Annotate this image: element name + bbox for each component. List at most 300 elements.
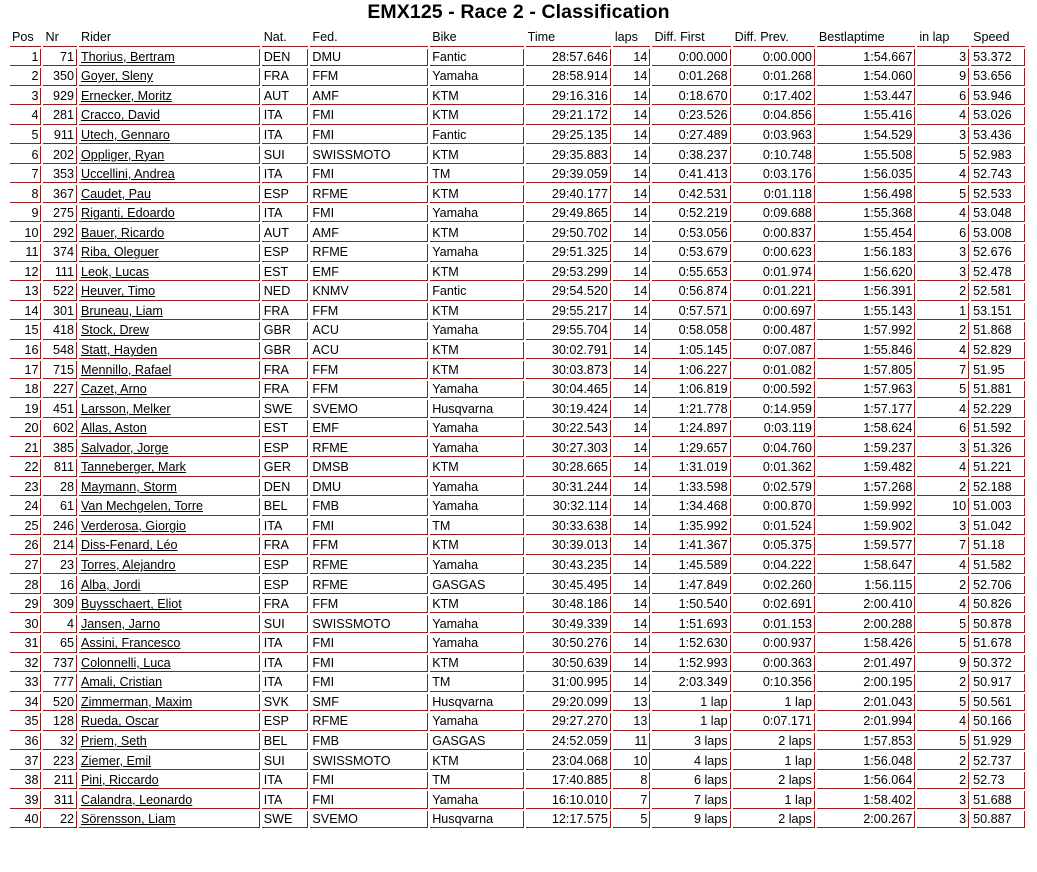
cell-nr: 811 xyxy=(43,459,77,477)
cell-fed: FMI xyxy=(310,205,428,223)
rider-link[interactable]: Amali, Cristian xyxy=(80,675,163,690)
rider-link[interactable]: Ernecker, Moritz xyxy=(80,88,172,103)
cell-in-lap: 5 xyxy=(917,381,969,399)
cell-nat: BEL xyxy=(262,498,309,516)
cell-diff-first: 0:53.679 xyxy=(652,244,730,262)
cell-rider xyxy=(79,752,260,770)
cell-rider xyxy=(79,811,260,829)
cell-time: 30:33.638 xyxy=(526,518,611,536)
cell-speed: 51.678 xyxy=(971,635,1025,653)
rider-link[interactable]: Colonnelli, Luca xyxy=(80,655,171,670)
cell-fed: FMI xyxy=(310,635,428,653)
cell-time: 30:22.543 xyxy=(526,420,611,438)
cell-in-lap: 2 xyxy=(917,674,969,692)
cell-rider xyxy=(79,244,260,262)
cell-bestlaptime: 1:55.454 xyxy=(817,224,915,242)
cell-bike: GASGAS xyxy=(430,576,523,594)
cell-time: 29:35.883 xyxy=(526,146,611,164)
rider-link[interactable]: Riganti, Edoardo xyxy=(80,206,175,221)
cell-nat: EST xyxy=(262,420,309,438)
cell-fed: SWISSMOTO xyxy=(310,146,428,164)
cell-laps: 14 xyxy=(613,674,651,692)
cell-diff-prev: 0:00.363 xyxy=(733,655,815,673)
table-row xyxy=(10,439,1025,457)
cell-in-lap: 5 xyxy=(917,146,969,164)
cell-diff-first: 0:00.000 xyxy=(652,49,730,67)
cell-bestlaptime: 2:00.288 xyxy=(817,615,915,633)
cell-diff-first: 3 laps xyxy=(652,733,730,751)
cell-fed: FMI xyxy=(310,772,428,790)
cell-pos: 8 xyxy=(10,185,41,203)
cell-bestlaptime: 1:59.992 xyxy=(817,498,915,516)
cell-bike: Yamaha xyxy=(430,68,523,86)
cell-nat: ESP xyxy=(262,439,309,457)
rider-link[interactable]: Thorius, Bertram xyxy=(80,49,175,64)
cell-nat: DEN xyxy=(262,479,309,497)
cell-in-lap: 9 xyxy=(917,68,969,86)
rider-link[interactable]: Ziemer, Emil xyxy=(80,753,151,768)
cell-bestlaptime: 1:59.237 xyxy=(817,439,915,457)
cell-fed: ACU xyxy=(310,342,428,360)
cell-in-lap: 4 xyxy=(917,596,969,614)
cell-in-lap: 5 xyxy=(917,694,969,712)
rider-link[interactable]: Priem, Seth xyxy=(80,733,147,748)
cell-bestlaptime: 1:57.177 xyxy=(817,400,915,418)
cell-nat: FRA xyxy=(262,68,309,86)
table-row xyxy=(10,88,1025,106)
cell-bike: Yamaha xyxy=(430,205,523,223)
cell-bike: KTM xyxy=(430,342,523,360)
cell-diff-prev: 0:03.119 xyxy=(733,420,815,438)
cell-in-lap: 3 xyxy=(917,264,969,282)
cell-bike: Yamaha xyxy=(430,439,523,457)
header-diff-prev: Diff. Prev. xyxy=(733,29,815,47)
cell-fed: FMI xyxy=(310,107,428,125)
cell-rider xyxy=(79,557,260,575)
cell-pos: 5 xyxy=(10,127,41,145)
table-row xyxy=(10,615,1025,633)
cell-diff-first: 0:42.531 xyxy=(652,185,730,203)
cell-time: 30:28.665 xyxy=(526,459,611,477)
cell-diff-prev: 0:10.748 xyxy=(733,146,815,164)
table-row xyxy=(10,49,1025,67)
cell-speed: 53.946 xyxy=(971,88,1025,106)
cell-nr: 32 xyxy=(43,733,77,751)
cell-time: 31:00.995 xyxy=(526,674,611,692)
cell-nat: ITA xyxy=(262,166,309,184)
cell-diff-first: 1:06.227 xyxy=(652,361,730,379)
table-row xyxy=(10,674,1025,692)
rider-link[interactable]: Rueda, Oscar xyxy=(80,714,159,729)
cell-time: 29:54.520 xyxy=(526,283,611,301)
cell-speed: 51.881 xyxy=(971,381,1025,399)
cell-laps: 7 xyxy=(613,791,651,809)
cell-pos: 37 xyxy=(10,752,41,770)
rider-link[interactable]: Diss-Fenard, Léo xyxy=(80,538,178,553)
cell-diff-prev: 0:01.153 xyxy=(733,615,815,633)
cell-pos: 13 xyxy=(10,283,41,301)
cell-bestlaptime: 1:58.647 xyxy=(817,557,915,575)
cell-in-lap: 4 xyxy=(917,342,969,360)
cell-pos: 15 xyxy=(10,322,41,340)
cell-fed: RFME xyxy=(310,576,428,594)
cell-diff-prev: 0:04.222 xyxy=(733,557,815,575)
cell-bike: GASGAS xyxy=(430,733,523,751)
cell-pos: 31 xyxy=(10,635,41,653)
table-row xyxy=(10,283,1025,301)
cell-diff-first: 0:23.526 xyxy=(652,107,730,125)
cell-diff-first: 1:06.819 xyxy=(652,381,730,399)
cell-nat: SVK xyxy=(262,694,309,712)
cell-nr: 451 xyxy=(43,400,77,418)
cell-diff-prev: 0:00.000 xyxy=(733,49,815,67)
cell-diff-prev: 0:01.082 xyxy=(733,361,815,379)
cell-rider xyxy=(79,655,260,673)
cell-speed: 50.561 xyxy=(971,694,1025,712)
cell-pos: 33 xyxy=(10,674,41,692)
cell-fed: DMU xyxy=(310,479,428,497)
rider-link[interactable]: Mennillo, Rafael xyxy=(80,362,172,377)
cell-diff-prev: 0:00.697 xyxy=(733,303,815,321)
rider-link[interactable]: Sörensson, Liam xyxy=(80,812,176,827)
table-row xyxy=(10,576,1025,594)
cell-diff-prev: 0:00.870 xyxy=(733,498,815,516)
cell-speed: 50.878 xyxy=(971,615,1025,633)
cell-speed: 51.95 xyxy=(971,361,1025,379)
cell-nr: 367 xyxy=(43,185,77,203)
cell-in-lap: 2 xyxy=(917,479,969,497)
cell-nr: 246 xyxy=(43,518,77,536)
header-rider: Rider xyxy=(79,29,260,47)
cell-speed: 51.582 xyxy=(971,557,1025,575)
cell-in-lap: 1 xyxy=(917,303,969,321)
cell-fed: FMI xyxy=(310,791,428,809)
cell-in-lap: 3 xyxy=(917,127,969,145)
cell-fed: FFM xyxy=(310,68,428,86)
cell-time: 30:32.114 xyxy=(526,498,611,516)
table-row xyxy=(10,420,1025,438)
cell-diff-first: 1:21.778 xyxy=(652,400,730,418)
rider-link[interactable]: Uccellini, Andrea xyxy=(80,167,175,182)
cell-laps: 14 xyxy=(613,596,651,614)
cell-diff-first: 1:33.598 xyxy=(652,479,730,497)
cell-rider xyxy=(79,439,260,457)
rider-link[interactable]: Bruneau, Liam xyxy=(80,303,163,318)
cell-bestlaptime: 1:57.992 xyxy=(817,322,915,340)
cell-nr: 22 xyxy=(43,811,77,829)
cell-bestlaptime: 1:56.391 xyxy=(817,283,915,301)
cell-bike: TM xyxy=(430,166,523,184)
cell-pos: 19 xyxy=(10,400,41,418)
cell-diff-prev: 0:04.760 xyxy=(733,439,815,457)
cell-speed: 51.003 xyxy=(971,498,1025,516)
cell-nr: 715 xyxy=(43,361,77,379)
cell-in-lap: 7 xyxy=(917,537,969,555)
cell-laps: 14 xyxy=(613,576,651,594)
cell-laps: 14 xyxy=(613,537,651,555)
cell-fed: FFM xyxy=(310,381,428,399)
cell-nr: 4 xyxy=(43,615,77,633)
table-row xyxy=(10,518,1025,536)
cell-nr: 301 xyxy=(43,303,77,321)
cell-bestlaptime: 1:56.048 xyxy=(817,752,915,770)
rider-link[interactable]: Calandra, Leonardo xyxy=(80,792,193,807)
cell-diff-prev: 0:01.524 xyxy=(733,518,815,536)
cell-rider xyxy=(79,733,260,751)
cell-rider xyxy=(79,713,260,731)
rider-link[interactable]: Bauer, Ricardo xyxy=(80,225,165,240)
rider-link[interactable]: Salvador, Jorge xyxy=(80,440,169,455)
cell-fed: EMF xyxy=(310,420,428,438)
rider-link[interactable]: Allas, Aston xyxy=(80,421,147,436)
cell-nat: DEN xyxy=(262,49,309,67)
cell-rider xyxy=(79,420,260,438)
cell-pos: 29 xyxy=(10,596,41,614)
cell-laps: 14 xyxy=(613,205,651,223)
cell-bestlaptime: 1:56.498 xyxy=(817,185,915,203)
rider-link[interactable]: Larsson, Melker xyxy=(80,401,171,416)
header-nr: Nr xyxy=(43,29,77,47)
table-row xyxy=(10,733,1025,751)
cell-pos: 26 xyxy=(10,537,41,555)
cell-bike: Yamaha xyxy=(430,498,523,516)
cell-pos: 38 xyxy=(10,772,41,790)
cell-diff-prev: 0:10.356 xyxy=(733,674,815,692)
cell-diff-prev: 0:07.171 xyxy=(733,713,815,731)
rider-link[interactable]: Cazet, Arno xyxy=(80,382,147,397)
cell-laps: 14 xyxy=(613,655,651,673)
cell-bike: KTM xyxy=(430,88,523,106)
rider-link[interactable]: Riba, Oleguer xyxy=(80,245,159,260)
cell-fed: DMSB xyxy=(310,459,428,477)
cell-bestlaptime: 1:55.143 xyxy=(817,303,915,321)
cell-diff-prev: 2 laps xyxy=(733,733,815,751)
cell-rider xyxy=(79,518,260,536)
rider-link[interactable]: Oppliger, Ryan xyxy=(80,147,165,162)
cell-rider xyxy=(79,459,260,477)
cell-speed: 50.917 xyxy=(971,674,1025,692)
cell-bike: KTM xyxy=(430,224,523,242)
cell-laps: 14 xyxy=(613,557,651,575)
rider-link[interactable]: Utech, Gennaro xyxy=(80,128,170,142)
cell-bestlaptime: 1:56.115 xyxy=(817,576,915,594)
cell-bestlaptime: 1:56.035 xyxy=(817,166,915,184)
cell-pos: 16 xyxy=(10,342,41,360)
cell-laps: 14 xyxy=(613,107,651,125)
cell-bestlaptime: 1:59.902 xyxy=(817,518,915,536)
rider-link[interactable]: Caudet, Pau xyxy=(80,186,151,201)
cell-laps: 14 xyxy=(613,420,651,438)
cell-in-lap: 9 xyxy=(917,655,969,673)
cell-rider xyxy=(79,146,260,164)
rider-link[interactable]: Goyer, Sleny xyxy=(80,69,154,84)
cell-pos: 35 xyxy=(10,713,41,731)
cell-nr: 292 xyxy=(43,224,77,242)
cell-speed: 50.166 xyxy=(971,713,1025,731)
rider-link[interactable]: Van Mechgelen, Torre xyxy=(80,499,204,514)
cell-fed: FMI xyxy=(310,166,428,184)
cell-diff-prev: 0:02.691 xyxy=(733,596,815,614)
rider-link[interactable]: Alba, Jordi xyxy=(80,577,141,592)
table-row xyxy=(10,791,1025,809)
cell-laps: 13 xyxy=(613,694,651,712)
cell-nat: GBR xyxy=(262,322,309,340)
rider-link[interactable]: Verderosa, Giorgio xyxy=(80,518,186,533)
cell-time: 24:52.059 xyxy=(526,733,611,751)
cell-nat: ITA xyxy=(262,674,309,692)
cell-nr: 202 xyxy=(43,146,77,164)
cell-time: 29:51.325 xyxy=(526,244,611,262)
rider-link[interactable]: Cracco, David xyxy=(80,108,161,123)
cell-speed: 53.008 xyxy=(971,224,1025,242)
rider-link[interactable]: Buysschaert, Eliot xyxy=(80,597,182,612)
cell-speed: 50.826 xyxy=(971,596,1025,614)
cell-laps: 14 xyxy=(613,166,651,184)
cell-rider xyxy=(79,596,260,614)
cell-in-lap: 6 xyxy=(917,420,969,438)
cell-nat: FRA xyxy=(262,596,309,614)
cell-diff-first: 1:29.657 xyxy=(652,439,730,457)
cell-bike: TM xyxy=(430,674,523,692)
cell-nr: 350 xyxy=(43,68,77,86)
cell-diff-first: 1:52.993 xyxy=(652,655,730,673)
cell-bike: Yamaha xyxy=(430,420,523,438)
cell-diff-prev: 0:03.963 xyxy=(733,127,815,145)
cell-speed: 52.188 xyxy=(971,479,1025,497)
cell-bestlaptime: 1:59.482 xyxy=(817,459,915,477)
cell-pos: 40 xyxy=(10,811,41,829)
cell-speed: 51.042 xyxy=(971,518,1025,536)
cell-diff-first: 0:57.571 xyxy=(652,303,730,321)
cell-laps: 11 xyxy=(613,733,651,751)
rider-link[interactable]: Zimmerman, Maxim xyxy=(80,694,193,709)
cell-fed: EMF xyxy=(310,264,428,282)
rider-link[interactable]: Jansen, Jarno xyxy=(80,616,161,631)
cell-diff-first: 1:24.897 xyxy=(652,420,730,438)
cell-diff-first: 0:53.056 xyxy=(652,224,730,242)
cell-nat: ESP xyxy=(262,576,309,594)
table-row xyxy=(10,361,1025,379)
cell-speed: 52.229 xyxy=(971,400,1025,418)
cell-in-lap: 10 xyxy=(917,498,969,516)
cell-bike: Yamaha xyxy=(430,791,523,809)
cell-nr: 65 xyxy=(43,635,77,653)
cell-time: 29:40.177 xyxy=(526,185,611,203)
cell-pos: 22 xyxy=(10,459,41,477)
cell-laps: 14 xyxy=(613,459,651,477)
cell-diff-first: 0:18.670 xyxy=(652,88,730,106)
cell-laps: 14 xyxy=(613,498,651,516)
cell-diff-first: 1:50.540 xyxy=(652,596,730,614)
cell-speed: 53.048 xyxy=(971,205,1025,223)
rider-link[interactable]: Pini, Riccardo xyxy=(80,773,159,788)
rider-link[interactable]: Heuver, Timo xyxy=(80,284,156,299)
cell-nr: 211 xyxy=(43,772,77,790)
cell-rider xyxy=(79,772,260,790)
cell-fed: AMF xyxy=(310,88,428,106)
cell-bike: Yamaha xyxy=(430,635,523,653)
cell-bike: Yamaha xyxy=(430,322,523,340)
cell-in-lap: 3 xyxy=(917,49,969,67)
classification-rows xyxy=(10,49,1025,829)
cell-laps: 14 xyxy=(613,342,651,360)
rider-link[interactable]: Stock, Drew xyxy=(80,323,149,338)
cell-rider xyxy=(79,479,260,497)
cell-diff-first: 0:56.874 xyxy=(652,283,730,301)
cell-diff-first: 0:41.413 xyxy=(652,166,730,184)
cell-time: 29:50.702 xyxy=(526,224,611,242)
cell-speed: 53.026 xyxy=(971,107,1025,125)
cell-nr: 522 xyxy=(43,283,77,301)
cell-bike: Yamaha xyxy=(430,713,523,731)
cell-pos: 14 xyxy=(10,303,41,321)
rider-link[interactable]: Statt, Hayden xyxy=(80,343,158,358)
cell-bike: Yamaha xyxy=(430,381,523,399)
cell-laps: 14 xyxy=(613,635,651,653)
cell-bestlaptime: 1:54.667 xyxy=(817,49,915,67)
table-row xyxy=(10,557,1025,575)
cell-in-lap: 4 xyxy=(917,459,969,477)
cell-time: 30:45.495 xyxy=(526,576,611,594)
cell-nr: 214 xyxy=(43,537,77,555)
cell-nr: 281 xyxy=(43,107,77,125)
table-row xyxy=(10,166,1025,184)
cell-speed: 53.372 xyxy=(971,49,1025,67)
cell-pos: 23 xyxy=(10,479,41,497)
rider-link[interactable]: Assini, Francesco xyxy=(80,636,181,651)
cell-diff-first: 4 laps xyxy=(652,752,730,770)
header-diff-first: Diff. First xyxy=(652,29,730,47)
cell-diff-prev: 0:02.260 xyxy=(733,576,815,594)
cell-diff-prev: 2 laps xyxy=(733,811,815,829)
cell-pos: 39 xyxy=(10,791,41,809)
cell-nat: BEL xyxy=(262,733,309,751)
rider-link[interactable]: Torres, Alejandro xyxy=(80,558,176,573)
cell-nat: ESP xyxy=(262,557,309,575)
cell-rider xyxy=(79,498,260,516)
table-row xyxy=(10,694,1025,712)
cell-bike: KTM xyxy=(430,537,523,555)
cell-time: 30:39.013 xyxy=(526,537,611,555)
cell-rider xyxy=(79,576,260,594)
cell-in-lap: 2 xyxy=(917,752,969,770)
cell-nr: 223 xyxy=(43,752,77,770)
cell-fed: AMF xyxy=(310,224,428,242)
cell-rider xyxy=(79,381,260,399)
table-row xyxy=(10,342,1025,360)
rider-link[interactable]: Tanneberger, Mark xyxy=(80,460,186,475)
cell-diff-first: 7 laps xyxy=(652,791,730,809)
table-row xyxy=(10,655,1025,673)
rider-link[interactable]: Leok, Lucas xyxy=(80,264,149,279)
cell-nat: ITA xyxy=(262,635,309,653)
cell-laps: 14 xyxy=(613,479,651,497)
cell-diff-first: 1 lap xyxy=(652,694,730,712)
cell-diff-first: 1:31.019 xyxy=(652,459,730,477)
cell-diff-prev: 0:09.688 xyxy=(733,205,815,223)
rider-link[interactable]: Maymann, Storm xyxy=(80,479,177,494)
cell-rider xyxy=(79,615,260,633)
cell-speed: 52.829 xyxy=(971,342,1025,360)
cell-diff-first: 1:47.849 xyxy=(652,576,730,594)
header-time: Time xyxy=(526,29,611,47)
cell-speed: 51.592 xyxy=(971,420,1025,438)
cell-time: 17:40.885 xyxy=(526,772,611,790)
cell-nat: AUT xyxy=(262,224,309,242)
cell-in-lap: 3 xyxy=(917,518,969,536)
cell-laps: 14 xyxy=(613,518,651,536)
table-row xyxy=(10,224,1025,242)
